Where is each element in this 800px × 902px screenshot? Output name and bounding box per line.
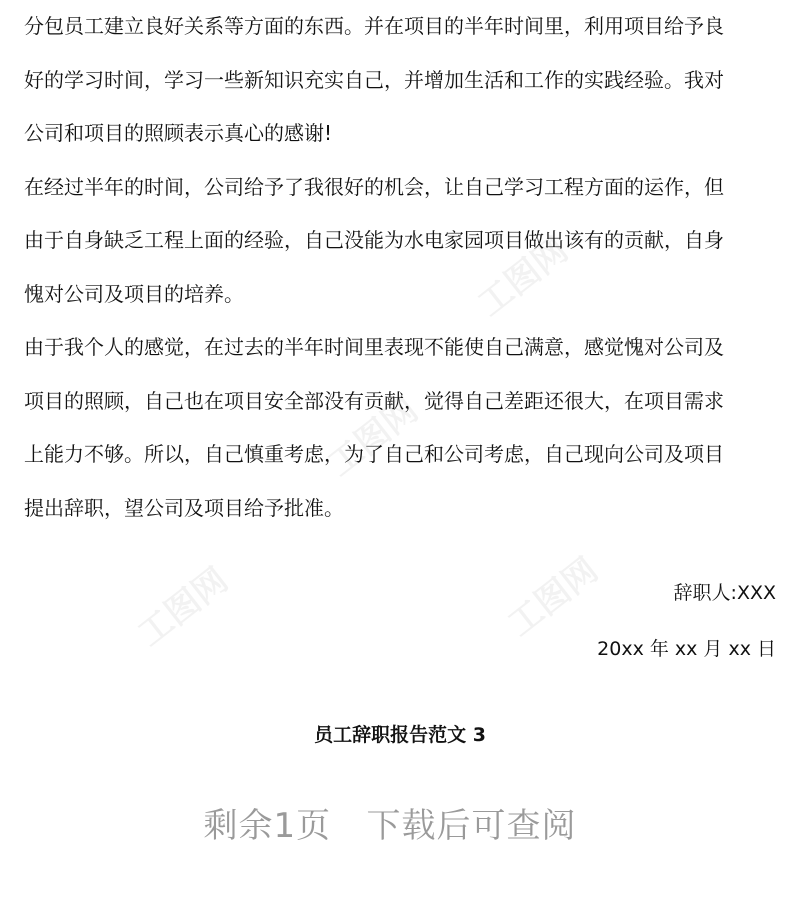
watermark: 工图网 [470,230,576,325]
body-line: 项目的照顾，自己也在项目安全部没有贡献，觉得自己差距还很大，在项目需求 [24,388,724,413]
body-line: 由于自身缺乏工程上面的经验，自己没能为水电家园项目做出该有的贡献，自身 [24,228,724,252]
body-line: 在经过半年的时间，公司给予了我很好的机会，让自己学习工程方面的运作，但 [24,174,724,199]
letter-date: 20xx 年 xx 月 xx 日 [597,638,776,660]
download-to-view-notice[interactable]: 剩余1页 下载后可查阅 [203,806,577,846]
watermark: 工图网 [320,390,426,485]
section-title: 员工辞职报告范文 3 [314,724,486,746]
signature: 辞职人:XXX [673,582,776,604]
body-line: 公司和项目的照顾表示真心的感谢! [24,121,333,145]
body-line: 上能力不够。所以，自己慎重考虑，为了自己和公司考虑，自己现向公司及项目 [24,442,724,466]
body-line: 愧对公司及项目的培养。 [24,281,244,306]
body-line: 由于我个人的感觉，在过去的半年时间里表现不能使自己满意，感觉愧对公司及 [24,335,724,359]
body-line: 分包员工建立良好关系等方面的东西。并在项目的半年时间里，利用项目给予良 [24,14,724,38]
body-line: 提出辞职，望公司及项目给予批准。 [24,495,344,520]
watermark: 工图网 [130,560,236,655]
letter-body [24,0,784,535]
watermark: 工图网 [500,550,606,645]
body-line: 好的学习时间，学习一些新知识充实自己，并增加生活和工作的实践经验。我对 [24,67,724,92]
